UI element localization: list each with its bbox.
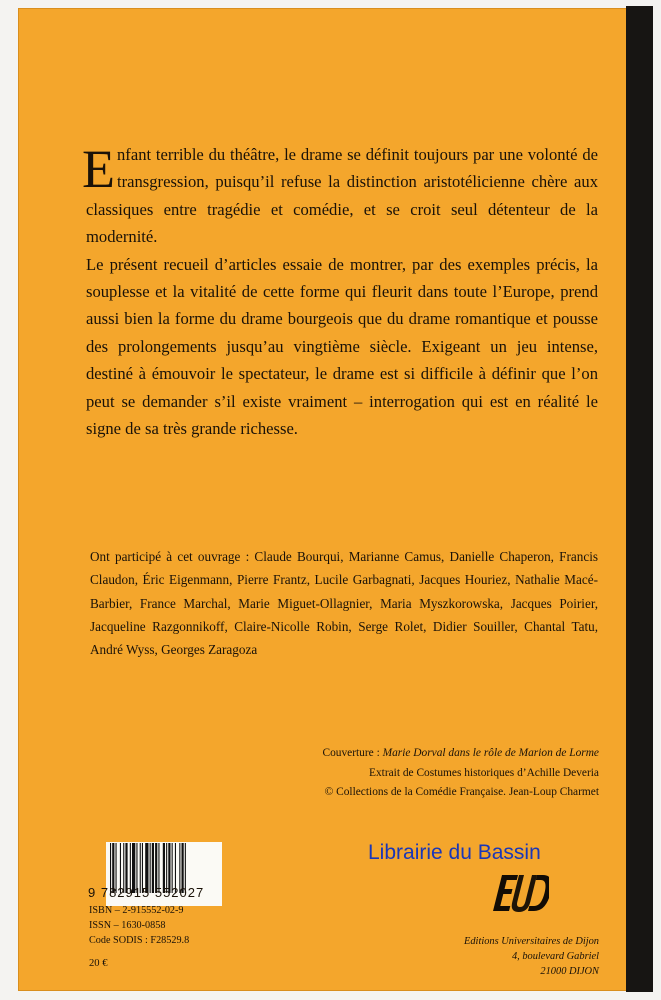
blurb-text — [82, 139, 598, 442]
watermark-text: Librairie du Bassin — [368, 841, 541, 864]
blurb-paragraph-1 — [82, 139, 598, 251]
publisher-city: 21000 DIJON — [540, 966, 599, 977]
isbn-line: ISBN – 2-915552-02-9 — [89, 905, 184, 916]
blurb-paragraph-2: Le présent recueil d’articles essaie de montrer, par des exemples précis, la souplesse et la vitalité de cette forme qui fleurit dans toute l’Europe, prend aussi bien la forme du drame bourgeois que du drame romantique et pousse des prolongements jusqu’au vingtième siècle. Exigeant un jeu intense, destiné à émouvoir le spectateur, le drame est si difficile à définir que l’on peut se demander s’il existe vraiment – interrogation qui est en réalité le signe de sa très grande richesse. — [86, 254, 598, 439]
drop-cap: E — [82, 139, 115, 199]
sodis-line: Code SODIS : F28529.8 — [89, 935, 190, 946]
blurb-paragraph-1-text: nfant terrible du théâtre, le drame se définit toujours par une volonté de transgression, puisqu’il refuse la distinction aristotélicienne chère aux classiques entre tragédie et comédie, et se croit seul détenteur de la modernité. — [86, 145, 598, 247]
credits-line-2: Extrait de Costumes historiques d’Achille Deveria — [369, 766, 599, 779]
contributors-list: Ont participé à cet ouvrage : Claude Bourqui, Marianne Camus, Danielle Chaperon, Francis Claudon, Éric Eigenmann, Pierre Frantz, Lucile Garbagnati, Jacques Houriez, Nathalie Macé-Barbier, France Marchal, Marie Miguet-Ollagnier, Maria Myszkorowska, Jacques Poirier, Jacqueline Razgonnikoff, Claire-Nicolle Robin, Serge Rolet, Didier Souiller, Chantal Tatu, André Wyss, Georges Zaragoza — [90, 549, 598, 658]
isbn-block — [89, 903, 289, 948]
cover-credits — [239, 744, 599, 803]
eud-logo-icon — [493, 871, 549, 917]
issn-line: ISSN – 1630-0858 — [89, 920, 166, 931]
price: 20 € — [89, 958, 108, 969]
book-spine — [626, 6, 653, 992]
publisher-address — [339, 934, 599, 979]
barcode-number: 9 782915 552027 — [88, 885, 205, 900]
credits-line-1 — [239, 744, 599, 764]
credits-prefix: Couverture : — [322, 747, 383, 759]
publisher-logo — [493, 871, 549, 922]
publisher-name: Editions Universitaires de Dijon — [464, 936, 599, 947]
credits-line-3: © Collections de la Comédie Française. Jean-Loup Charmet — [324, 786, 599, 799]
credits-title: Marie Dorval dans le rôle de Marion de Lorme — [382, 747, 599, 759]
publisher-street: 4, boulevard Gabriel — [511, 951, 599, 962]
